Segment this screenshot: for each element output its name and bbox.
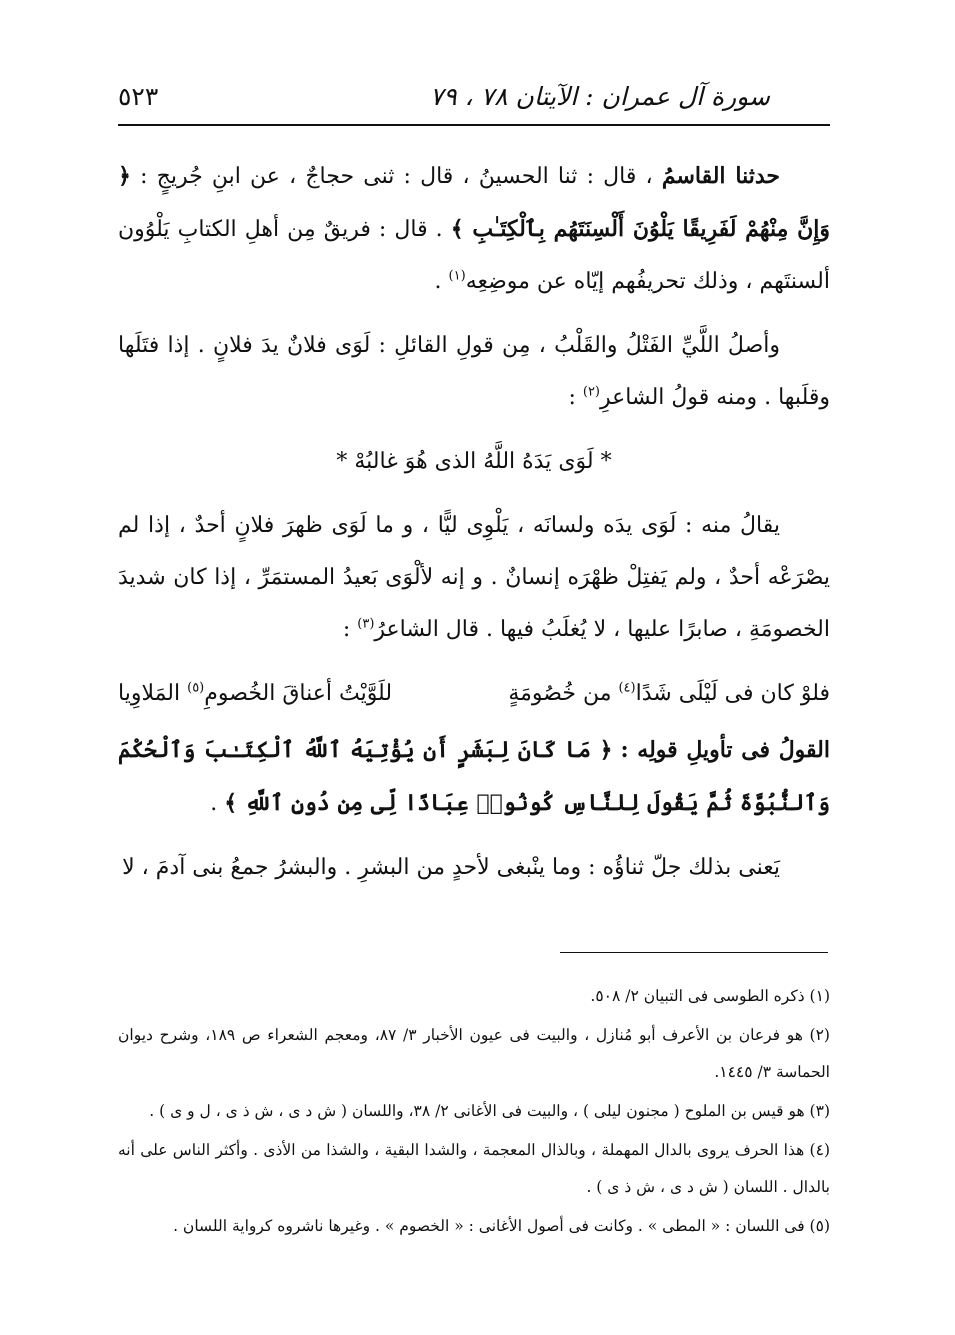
footnote-ref-1: (١) — [448, 268, 466, 284]
main-text — [118, 150, 830, 906]
verse-2-hemistich-1 — [508, 668, 830, 720]
footnote-2: (٢) هو فرعان بن الأعرف أبو مُنازل ، والبيت فى عيون الأخبار ٣/ ٨٧، ومعجم الشعراء ص ١٨٩، وشرح ديوان الحماسة ٣/ ١٤٤٥. — [118, 1026, 830, 1081]
paragraph-1-text: ، قال : ثنا الحسينُ ، قال : ثنى حجاجٌ ، عن ابنِ جُريجٍ : — [140, 164, 653, 189]
paragraph-1 — [118, 150, 830, 308]
paragraph-1-end: . — [434, 269, 449, 294]
header-rule — [118, 124, 830, 126]
running-header — [118, 78, 830, 118]
paragraph-2-text: وأصلُ اللَّيِّ الفَتْلُ والقَلْبُ ، مِن قولِ القائلِ : لَوَى فلانٌ يدَ فلانٍ . إذا فتَلَها وقلَبها . ومنه قولُ الشاعرِ — [118, 333, 830, 410]
footnote-ref-2: (٢) — [582, 384, 600, 400]
paragraph-1-text-2: . قال : فريقٌ مِن أهلِ الكتابِ يَلْوُون ألسنتَهم ، وذلك تحريفُهم إيّاه عن موضِعِه — [118, 217, 830, 294]
paragraph-3-text: يقالُ منه : لَوَى يدَه ولسانَه ، يَلْوِى ليًّا ، و ما لَوَى ظهرَ فلانٍ أحدٌ ، إذا لم يصْرَعْه أحدٌ ، ولم يَفتِلْ ظهْرَه إنسانٌ . و إنه لألْوَى بَعيدُ المستمَرِّ ، إذا كان شديدَ الخصومَةِ ، صابرًا عليها ، لا يُغلَبُ فيها . قال الشاعرُ — [118, 513, 830, 642]
paragraph-4 — [118, 724, 830, 830]
footnotes — [118, 978, 830, 1247]
footnote-1: (١) ذكره الطوسى فى التبيان ٢/ ٥٠٨. — [590, 987, 830, 1005]
paragraph-3 — [118, 500, 830, 656]
footnote-3: (٣) هو قيس بن الملوح ( مجنون ليلى ) ، والبيت فى الأغانى ٢/ ٣٨، واللسان ( ش د ى ، ش ذ ى ، ل و ى ) . — [149, 1102, 830, 1120]
paragraph-2-end: : — [568, 385, 583, 410]
footnote-rule — [560, 952, 828, 953]
verse-1: * لَوَى يَدَهُ اللَّهُ الذى هُوَ غالبُهْ * — [336, 449, 612, 474]
verse-2-b: للَوَّيْتُ أعناقَ الخُصومِ — [204, 681, 393, 706]
paragraph-2 — [118, 320, 830, 424]
page-number: ٥٢٣ — [118, 82, 159, 111]
header-title: سورة آل عمران : الآيتان ٧٨ ، ٧٩ — [429, 82, 770, 111]
verse-2-hemistich-2 — [118, 668, 392, 720]
footnote-5: (٥) فى اللسان : « المطى » . وكانت فى أصول الأغانى : « الخصوم » . وغيرها ناشروه كرواية اللسان . — [173, 1217, 830, 1235]
paragraph-4-end: . — [210, 791, 225, 816]
footnote-ref-3: (٣) — [357, 616, 375, 632]
footnote-ref-5: (٥) — [187, 680, 205, 696]
quran-quote-1: ﴿ وَإِنَّ مِنْهُمْ لَفَرِيقًا يَلْوُنَ أَلْسِنَتَهُم بِٱلْكِتَـٰبِ ﴾ — [118, 163, 830, 242]
verse-2 — [118, 668, 830, 720]
paragraph-1-lead: حدثنا القاسمُ — [661, 163, 780, 189]
verse-2-a: فلوْ كان فى لَيْلَى شَدًا — [635, 681, 830, 706]
paragraph-5: يَعنى بذلك جلّ ثناؤُه : وما ينْبغى لأحدٍ من البشرِ . والبشرُ جمعُ بنى آدمَ ، لا — [122, 855, 780, 880]
footnote-4: (٤) هذا الحرف يروى بالدال المهملة ، وبالذال المعجمة ، والشدا البقية ، والشذا من الأذى . وأكثر الناس على أنه بالدال . اللسان ( ش د ى ، ش ذ ى ) . — [118, 1141, 830, 1196]
footnote-ref-4: (٤) — [618, 680, 636, 696]
section-heading: القولُ فى تأويلِ قولِه : — [620, 737, 830, 763]
verse-2-a2: من خُصُومَةٍ — [508, 681, 619, 706]
paragraph-3-end: : — [342, 617, 358, 642]
verse-2-b2: المَلاوِيا — [118, 681, 188, 706]
quran-quote-2: ﴿ مَا كَانَ لِبَشَرٍ أَن يُؤْتِيَهُ ٱللَّهُ ٱلْكِتَـٰبَ وَٱلْحُكْمَ وَٱلنُّبُوَّةَ ثُمَّ يَقُولَ لِلنَّاسِ كُونُوا۟ عِبَادًا لِّى مِن دُونِ ٱللَّهِ ﴾ — [118, 737, 830, 816]
